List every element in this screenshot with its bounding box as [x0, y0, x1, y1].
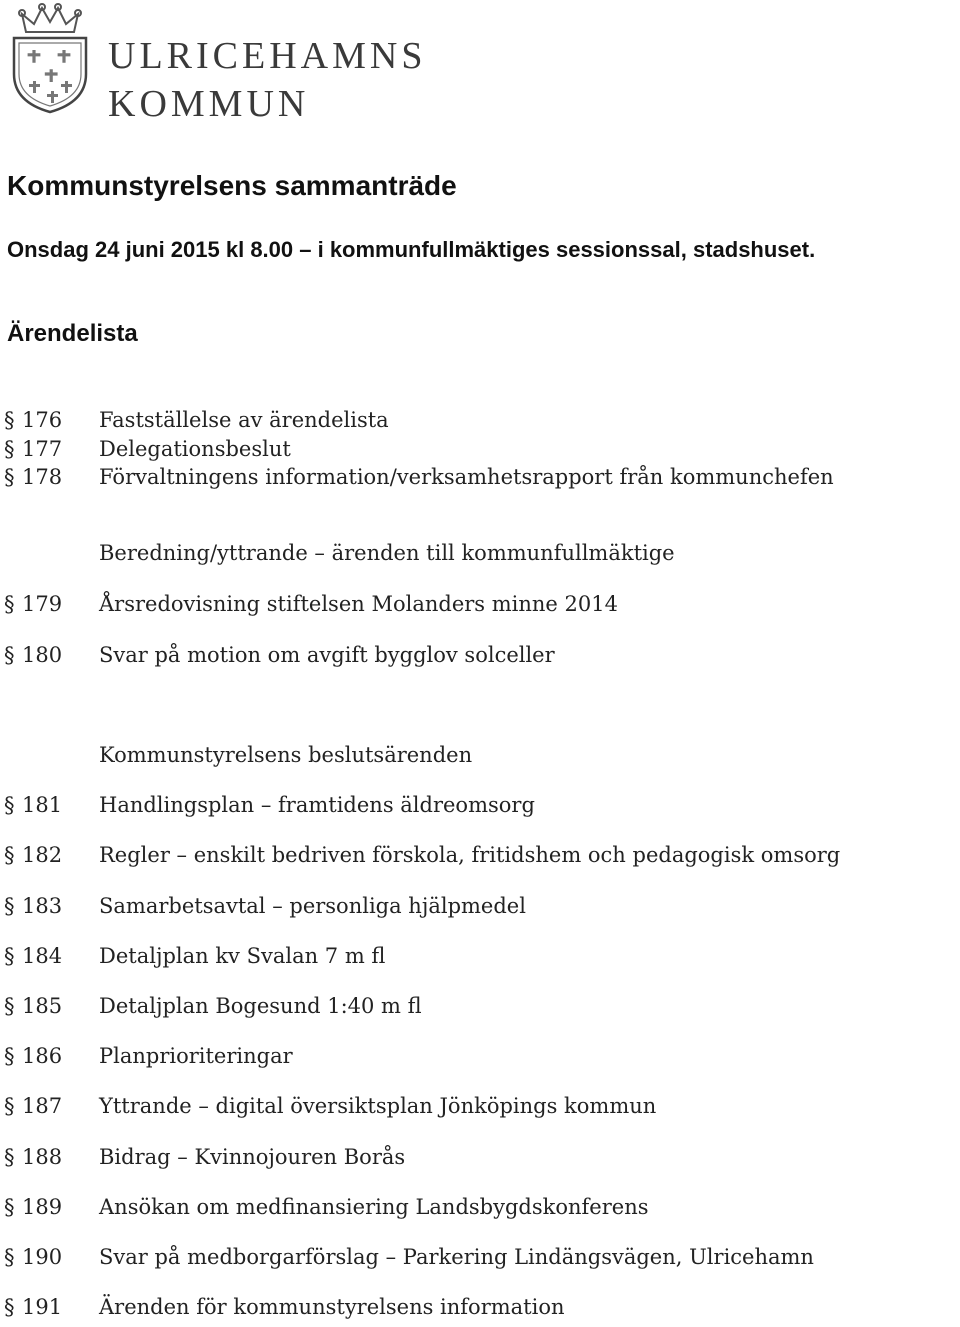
- agenda-item-text: Planprioriteringar: [99, 1044, 293, 1068]
- section-symbol: §: [4, 793, 15, 817]
- agenda-item-text: Ansökan om medfinansiering Landsbygdskonferens: [99, 1195, 649, 1219]
- section-symbol: §: [4, 592, 15, 616]
- section-symbol: §: [4, 843, 15, 867]
- agenda-item-number: 178: [22, 465, 63, 489]
- agenda-item-number: 181: [22, 793, 63, 817]
- agenda-heading: Ärendelista: [7, 320, 138, 347]
- section-symbol: §: [4, 465, 15, 489]
- coat-of-arms-logo: [4, 2, 96, 114]
- section-symbol: §: [4, 1044, 15, 1068]
- section-symbol: §: [4, 1295, 15, 1319]
- agenda-item-text: Regler – enskilt bedriven förskola, fritidshem och pedagogisk omsorg: [99, 843, 841, 867]
- agenda-item-number: 189: [22, 1195, 63, 1219]
- agenda-item-text: Förvaltningens information/verksamhetsrapport från kommunchefen: [99, 465, 834, 489]
- agenda-item: [0, 1245, 960, 1277]
- section-symbol: §: [4, 643, 15, 667]
- agenda-item-text: Detaljplan Bogesund 1:40 m fl: [99, 994, 422, 1018]
- meeting-title: Kommunstyrelsens sammanträde: [7, 170, 457, 201]
- agenda-item: [0, 1195, 960, 1227]
- agenda-item-number: 182: [22, 843, 63, 867]
- section-symbol: §: [4, 437, 15, 461]
- section-symbol: §: [4, 1195, 15, 1219]
- agenda-item-text: Ärenden för kommunstyrelsens information: [99, 1295, 565, 1319]
- agenda-item: [0, 1044, 960, 1076]
- section-symbol: §: [4, 894, 15, 918]
- agenda-item-number: 177: [22, 437, 63, 461]
- agenda-item-text: Fastställelse av ärendelista: [99, 408, 389, 432]
- agenda-item: [0, 793, 960, 825]
- agenda-item: [0, 994, 960, 1026]
- section-symbol: §: [4, 994, 15, 1018]
- group-heading-decisions: Kommunstyrelsens beslutsärenden: [99, 743, 473, 767]
- agenda-item-text: Bidrag – Kvinnojouren Borås: [99, 1145, 406, 1169]
- agenda-item-number: 190: [22, 1245, 63, 1269]
- agenda-item: [0, 1145, 960, 1177]
- agenda-item-number: 186: [22, 1044, 63, 1068]
- agenda-item-text: Årsredovisning stiftelsen Molanders minne 2014: [99, 592, 618, 616]
- agenda-item: [0, 1295, 960, 1327]
- section-symbol: §: [4, 1145, 15, 1169]
- agenda-item-text: Handlingsplan – framtidens äldreomsorg: [99, 793, 535, 817]
- section-symbol: §: [4, 1094, 15, 1118]
- agenda-item: [0, 894, 960, 926]
- agenda-item: [0, 408, 960, 440]
- agenda-item: [0, 465, 960, 497]
- section-symbol: §: [4, 944, 15, 968]
- agenda-item-text: Yttrande – digital översiktsplan Jönköpings kommun: [99, 1094, 657, 1118]
- organization-name-line2: KOMMUN: [108, 83, 310, 125]
- organization-wordmark: [108, 32, 426, 128]
- group-heading-referral: Beredning/yttrande – ärenden till kommunfullmäktige: [99, 541, 675, 565]
- agenda-item-text: Delegationsbeslut: [99, 437, 291, 461]
- agenda-item-number: 188: [22, 1145, 63, 1169]
- agenda-item-number: 183: [22, 894, 63, 918]
- agenda-item-number: 180: [22, 643, 63, 667]
- agenda-item: [0, 944, 960, 976]
- agenda-item: [0, 843, 960, 875]
- agenda-item: [0, 1094, 960, 1126]
- agenda-item-text: Detaljplan kv Svalan 7 m fl: [99, 944, 386, 968]
- agenda-item: [0, 592, 960, 624]
- organization-name-line1: ULRICEHAMNS: [108, 35, 427, 77]
- agenda-item-number: 176: [22, 408, 63, 432]
- agenda-item-number: 187: [22, 1094, 63, 1118]
- agenda-item-number: 184: [22, 944, 63, 968]
- meeting-datetime: Onsdag 24 juni 2015 kl 8.00 – i kommunfullmäktiges sessionssal, stadshuset.: [7, 237, 816, 262]
- agenda-item-number: 179: [22, 592, 63, 616]
- agenda-item-number: 185: [22, 994, 63, 1018]
- agenda-item-text: Samarbetsavtal – personliga hjälpmedel: [99, 894, 526, 918]
- agenda-item-number: 191: [22, 1295, 63, 1319]
- agenda-item: [0, 643, 960, 675]
- agenda-item-text: Svar på medborgarförslag – Parkering Lindängsvägen, Ulricehamn: [99, 1245, 814, 1269]
- section-symbol: §: [4, 408, 15, 432]
- agenda-item-text: Svar på motion om avgift bygglov solceller: [99, 643, 555, 667]
- section-symbol: §: [4, 1245, 15, 1269]
